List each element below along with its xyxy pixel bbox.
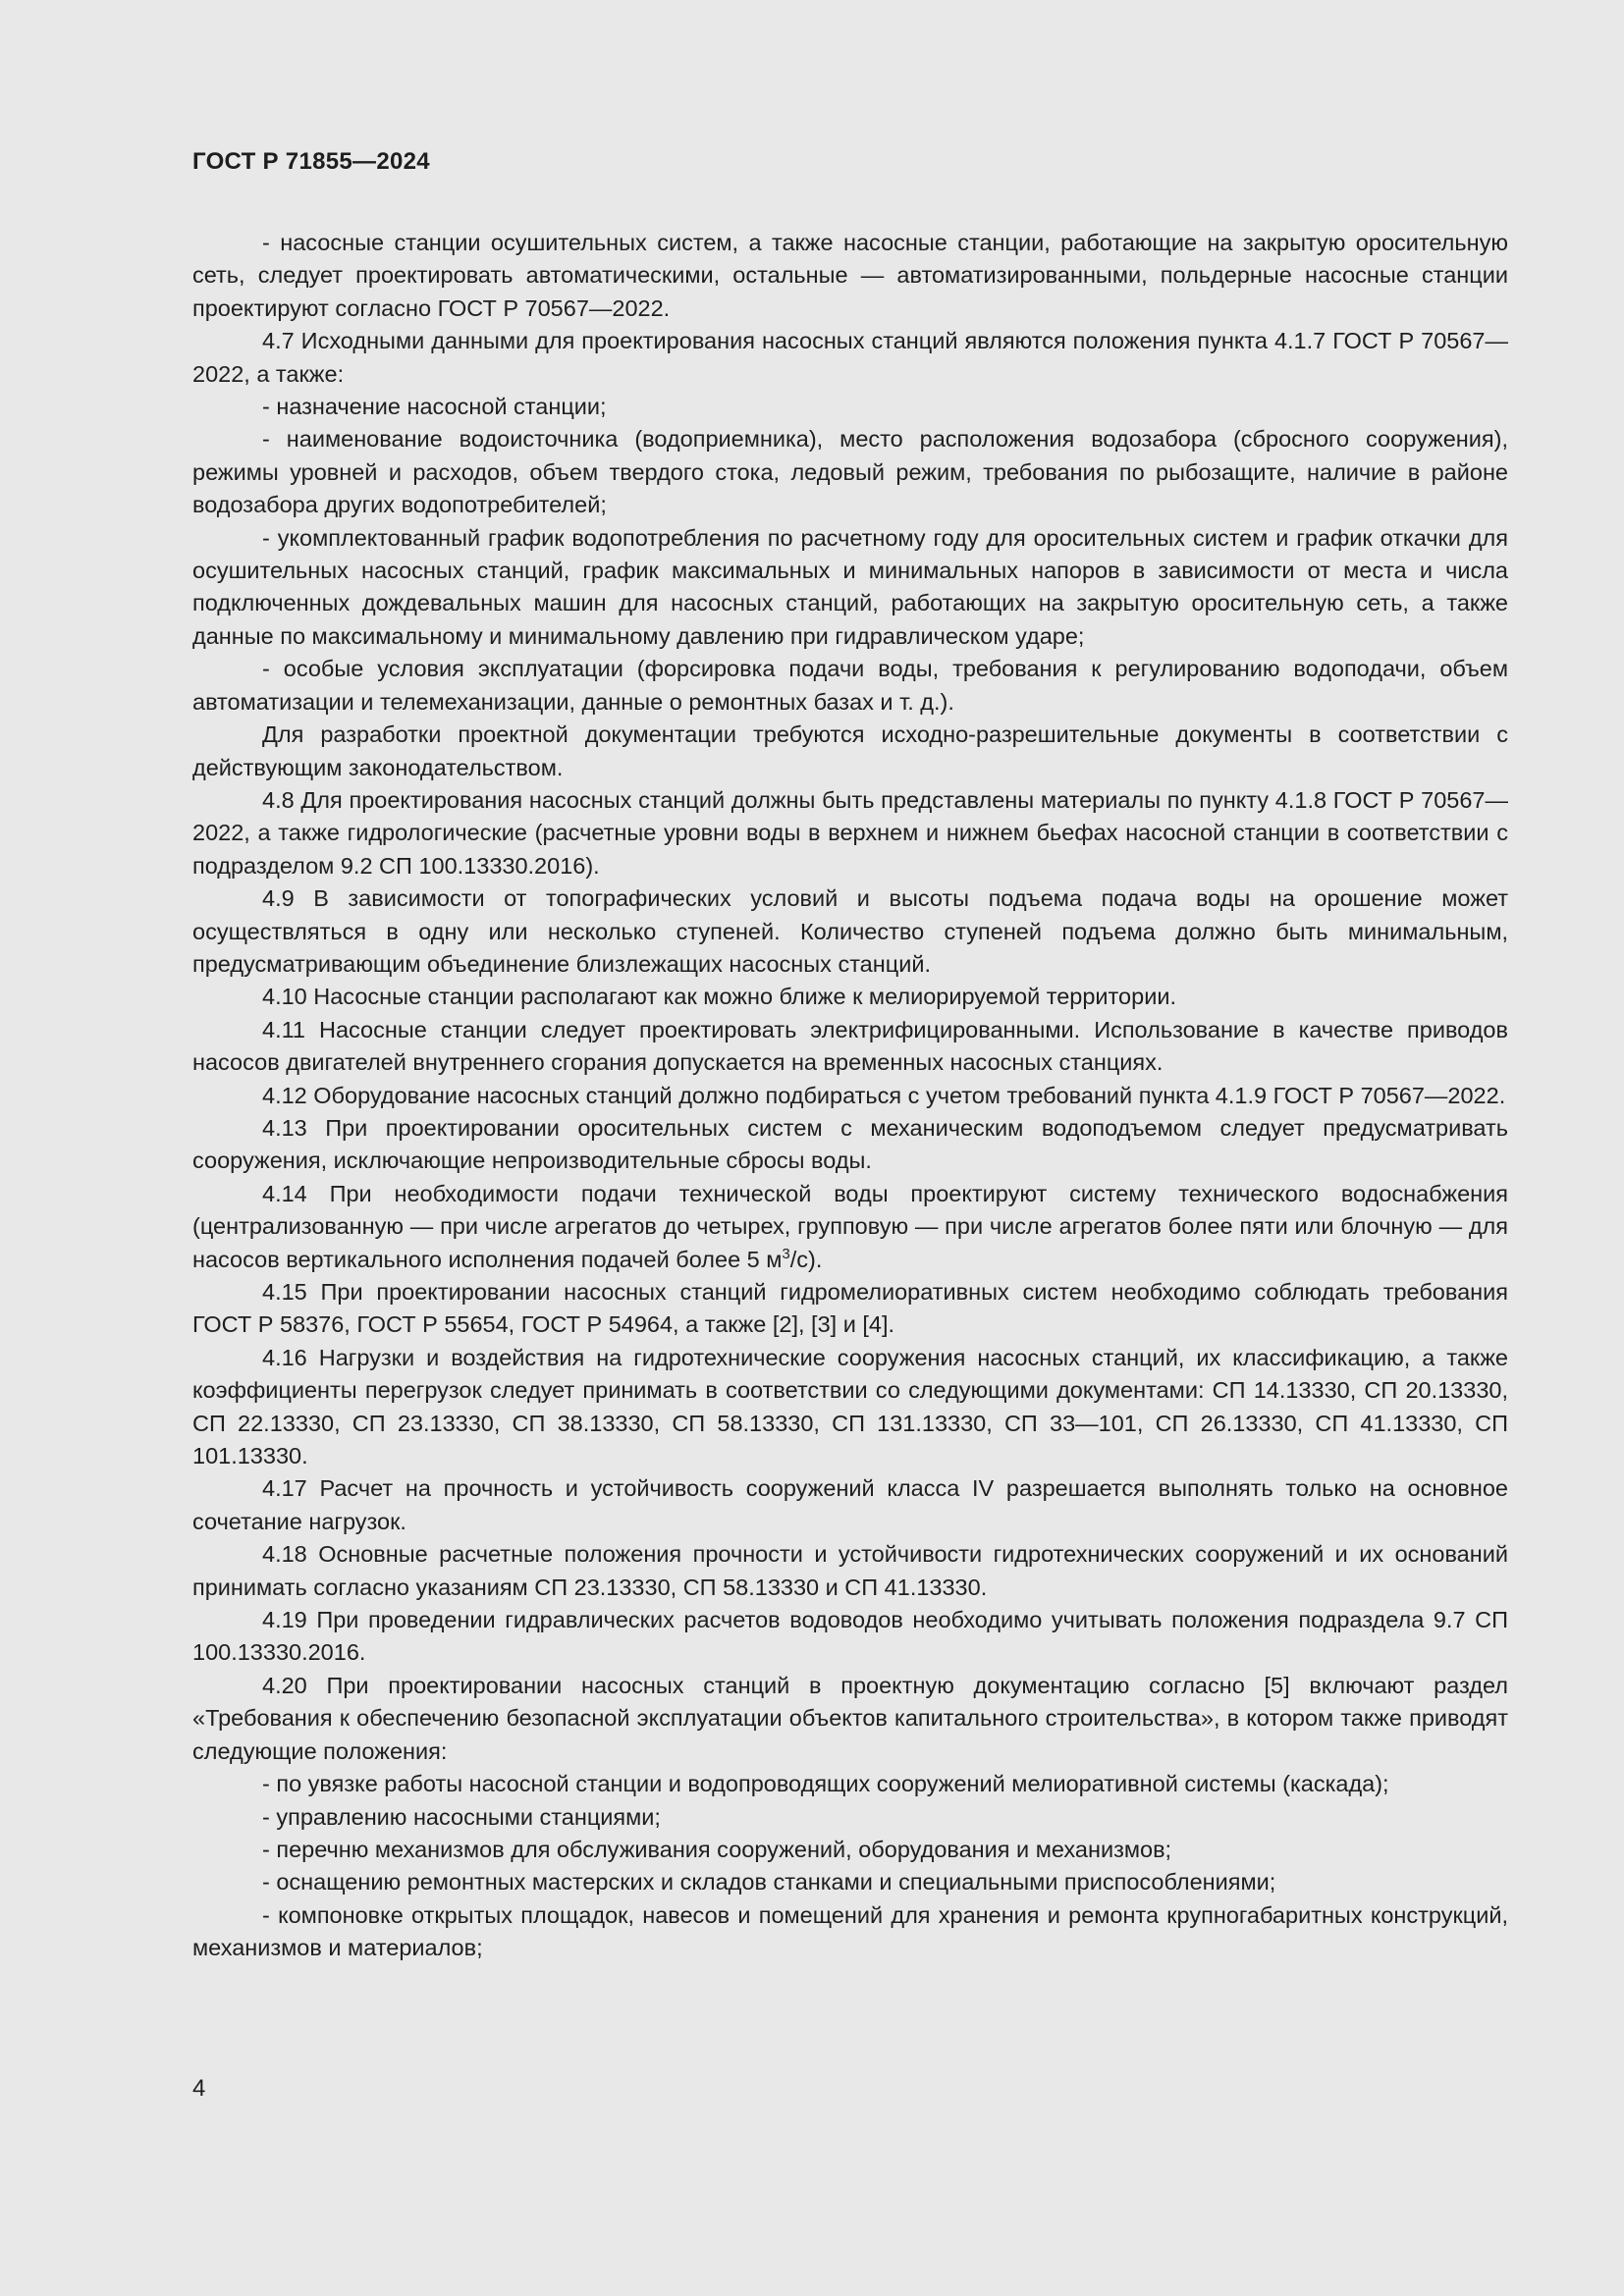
- bullet-station-purpose: - назначение насосной станции;: [262, 394, 607, 420]
- document-body: [192, 227, 1508, 1965]
- bullet-water-source: - наименование водоисточника (водоприемника), место расположения водозабора (сбросного сооружения), режимы уровней и расходов, объем твердого стока, ледовый режим, требования по рыбозащите, наличие в районе водозабора других водопотребителей;: [192, 426, 1508, 518]
- paragraph-4-17: 4.17 Расчет на прочность и устойчивость сооружений класса IV разрешается выполнять только на основное сочетание нагрузок.: [192, 1475, 1508, 1534]
- paragraph-4-12: 4.12 Оборудование насосных станций должно подбираться с учетом требований пункта 4.1.9 ГОСТ Р 70567—2022.: [262, 1082, 1506, 1108]
- bullet-workshops: - оснащению ремонтных мастерских и складов станками и специальными приспособлениями;: [262, 1869, 1276, 1896]
- paragraph-4-19: 4.19 При проведении гидравлических расчетов водоводов необходимо учитывать положения подраздела 9.7 СП 100.13330.2016.: [192, 1607, 1508, 1666]
- bullet-mechanisms-list: - перечню механизмов для обслуживания сооружений, оборудования и механизмов;: [262, 1836, 1172, 1862]
- page-number: 4: [192, 2075, 206, 2102]
- paragraph-permits: Для разработки проектной документации требуются исходно-разрешительные документы в соответствии с действующим законодательством.: [192, 721, 1508, 780]
- document-header: ГОСТ Р 71855—2024: [192, 148, 430, 175]
- paragraph-bullet-drainage-stations: - насосные станции осушительных систем, а также насосные станции, работающие на закрытую оросительную сеть, следует проектировать автоматическими, остальные — автоматизированными, польдерные насосные станции проектируют согласно ГОСТ Р 70567—2022.: [192, 230, 1508, 321]
- paragraph-4-14-tail: /с).: [789, 1246, 823, 1272]
- paragraph-4-20: 4.20 При проектировании насосных станций в проектную документацию согласно [5] включают раздел «Требования к обеспечению безопасной эксплуатации объектов капитального строительства», в котором также приводят следующие положения:: [192, 1672, 1508, 1764]
- bullet-water-schedule: - укомплектованный график водопотребления по расчетному году для оросительных систем и график откачки для осушительных насосных станций, график максимальных и минимальных напоров в зависимости от места и числа подключенных дождевальных машин для насосных станций, работающих на закрытую оросительную сеть, а также данные по максимальному и минимальному давлению при гидравлическом ударе;: [192, 524, 1508, 649]
- paragraph-4-11: 4.11 Насосные станции следует проектировать электрифицированными. Использование в качестве приводов насосов двигателей внутреннего сгорания допускается на временных насосных станциях.: [192, 1016, 1508, 1076]
- paragraph-4-18: 4.18 Основные расчетные положения прочности и устойчивости гидротехнических сооружений и их оснований принимать согласно указаниям СП 23.13330, СП 58.13330 и СП 41.13330.: [192, 1541, 1508, 1600]
- bullet-storage-areas: - компоновке открытых площадок, навесов и помещений для хранения и ремонта крупногабаритных конструкций, механизмов и материалов;: [192, 1901, 1508, 1961]
- paragraph-4-10: 4.10 Насосные станции располагают как можно ближе к мелиорируемой территории.: [262, 984, 1176, 1010]
- bullet-special-conditions: - особые условия эксплуатации (форсировка подачи воды, требования к регулированию водоподачи, объем автоматизации и телемеханизации, данные о ремонтных базах и т. д.).: [192, 656, 1508, 715]
- paragraph-4-9: 4.9 В зависимости от топографических условий и высоты подъема подача воды на орошение может осуществляться в одну или несколько ступеней. Количество ступеней подъема должно быть минимальным, предусматривающим объединение близлежащих насосных станций.: [192, 885, 1508, 977]
- paragraph-4-14: [192, 1178, 1508, 1276]
- paragraph-4-14-text: 4.14 При необходимости подачи технической воды проектируют систему технического водоснабжения (централизованную — при числе агрегатов до четырех, групповую — при числе агрегатов более пяти или блочную — для насосов вертикального исполнения подачей более 5 м: [192, 1180, 1508, 1272]
- paragraph-4-15: 4.15 При проектировании насосных станций гидромелиоративных систем необходимо соблюдать требования ГОСТ Р 58376, ГОСТ Р 55654, ГОСТ Р 54964, а также [2], [3] и [4].: [192, 1279, 1508, 1338]
- paragraph-4-13: 4.13 При проектировании оросительных систем с механическим водоподъемом следует предусматривать сооружения, исключающие непроизводительные сбросы воды.: [192, 1114, 1508, 1174]
- paragraph-4-16: 4.16 Нагрузки и воздействия на гидротехнические сооружения насосных станций, их классификацию, а также коэффициенты перегрузок следует принимать в соответствии со следующими документами: СП 14.13330, СП 20.13330, СП 22.13330, СП 23.13330, СП 38.13330, СП 58.13330, СП 131.13330, СП 33—101, СП 26.13330, СП 41.13330, СП 101.13330.: [192, 1344, 1508, 1469]
- superscript-cubic: 3: [782, 1245, 790, 1262]
- paragraph-4-8: 4.8 Для проектирования насосных станций должны быть представлены материалы по пункту 4.1.8 ГОСТ Р 70567—2022, а также гидрологические (расчетные уровни воды в верхнем и нижнем бьефах насосной станции в соответствии с подразделом 9.2 СП 100.13330.2016).: [192, 786, 1508, 879]
- bullet-coordination: - по увязке работы насосной станции и водопроводящих сооружений мелиоративной системы (каскада);: [262, 1771, 1389, 1797]
- paragraph-4-7: 4.7 Исходными данными для проектирования насосных станций являются положения пункта 4.1.7 ГОСТ Р 70567—2022, а также:: [192, 328, 1508, 387]
- bullet-station-control: - управлению насосными станциями;: [262, 1803, 661, 1830]
